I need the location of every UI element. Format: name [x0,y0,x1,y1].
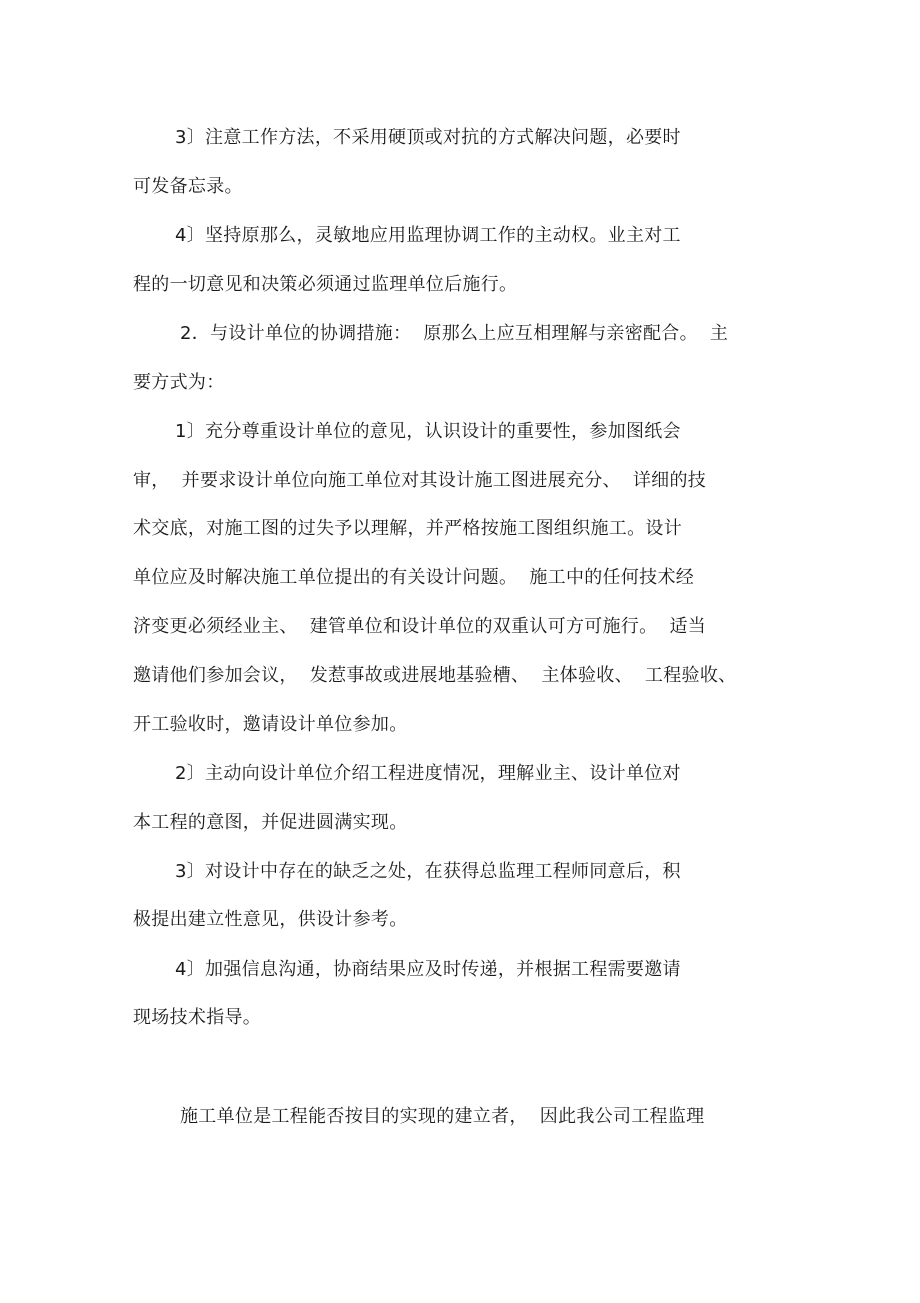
text-line: 程的一切意见和决策必须通过监理单位后施行。 [133,274,518,295]
text-line: 审， 并要求设计单位向施工单位对其设计施工图进展充分、 详细的技 [133,470,707,491]
text-line: 要方式为： [133,372,225,393]
text-line: 可发备忘录。 [133,176,243,197]
text-line: 4〕加强信息沟通，协商结果应及时传递，并根据工程需要邀请 [175,959,681,980]
text-line: 4〕坚持原那么，灵敏地应用监理协调工作的主动权。业主对工 [175,225,681,246]
text-line: 开工验收时，邀请设计单位参加。 [133,714,408,735]
text-line: 2〕主动向设计单位介绍工程进度情况，理解业主、设计单位对 [175,763,681,784]
text-line: 济变更必须经业主、 建管单位和设计单位的双重认可方可施行。 适当 [133,616,707,637]
text-line: 2．与设计单位的协调措施： 原那么上应互相理解与亲密配合。 主 [180,323,729,344]
text-line: 施工单位是工程能否按目的实现的建立者， 因此我公司工程监理 [180,1106,705,1127]
text-line: 术交底，对施工图的过失予以理解，并严格按施工图组织施工。设计 [133,518,682,539]
text-line: 1〕充分尊重设计单位的意见，认识设计的重要性，参加图纸会 [175,421,681,442]
text-line: 现场技术指导。 [133,1007,262,1028]
text-line: 3〕注意工作方法，不采用硬顶或对抗的方式解决问题，必要时 [175,127,681,148]
text-line: 单位应及时解决施工单位提出的有关设计问题。 施工中的任何技术经 [133,567,695,588]
text-line: 3〕对设计中存在的缺乏之处，在获得总监理工程师同意后，积 [175,861,681,882]
text-line: 本工程的意图，并促进圆满实现。 [133,812,408,833]
text-line: 邀请他们参加会议， 发惹事故或进展地基验槽、 主体验收、 工程验收、 [133,665,737,686]
text-line: 极提出建立性意见，供设计参考。 [133,909,408,930]
